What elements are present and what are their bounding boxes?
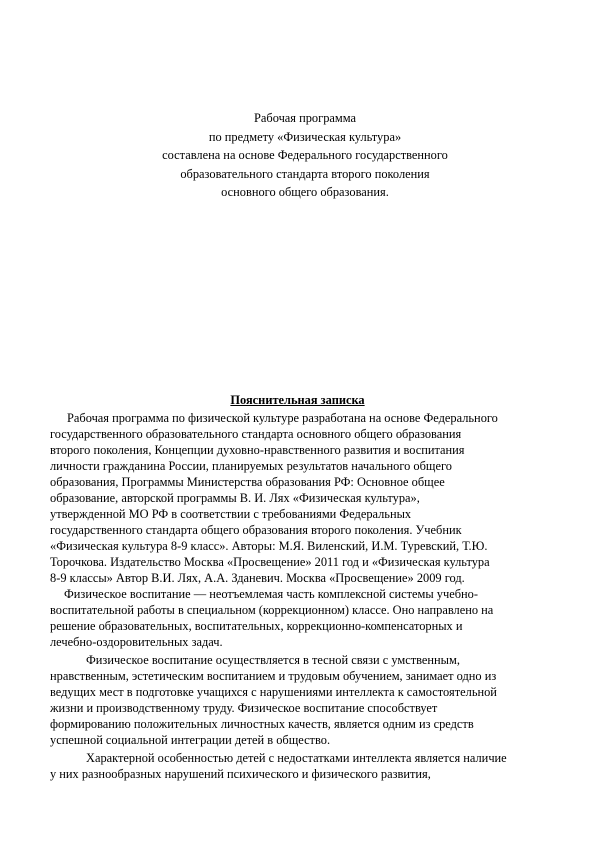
body-line: государственного стандарта общего образования второго поколения. Учебник: [50, 523, 462, 537]
body-line: ведущих мест в подготовке учащихся с нарушениями интеллекта к самостоятельной: [50, 685, 497, 699]
body-line: «Физическая культура 8-9 класс». Авторы: М.Я. Виленский, И.М. Туревский, Т.Ю.: [50, 539, 488, 553]
body-line: жизни и производственному труду. Физическое воспитание способствует: [50, 701, 438, 715]
body-line: Физическое воспитание осуществляется в тесной связи с умственным,: [86, 653, 460, 667]
body-line: у них разнообразных нарушений психического и физического развития,: [50, 767, 431, 781]
explanatory-note-heading: Пояснительная записка: [230, 393, 365, 407]
body-line: успешной социальной интеграции детей в общество.: [50, 733, 331, 747]
body-line: личности гражданина России, планируемых результатов начального общего: [50, 459, 452, 473]
body-line: образования, Программы Министерства образования РФ: Основное общее: [50, 475, 445, 489]
body-line: 8-9 классы» Автор В.И. Лях, А.А. Зданевич. Москва «Просвещение» 2009 год.: [50, 571, 465, 585]
document-title-block: [100, 109, 510, 202]
body-line: решение образовательных, воспитательных, коррекционно-компенсаторных и: [50, 619, 463, 633]
body-line: лечебно-оздоровительных задач.: [50, 635, 223, 649]
body-line: образование, авторской программы В. И. Лях «Физическая культура»,: [50, 491, 420, 505]
body-line: Рабочая программа по физической культуре разработана на основе Федерального: [67, 411, 498, 425]
body-line: второго поколения, Концепции духовно-нравственного развития и воспитания: [50, 443, 465, 457]
body-line: утвержденной МО РФ в соответствии с требованиями Федеральных: [50, 507, 412, 521]
title-line: по предмету «Физическая культура»: [208, 129, 402, 144]
body-line: государственного образовательного стандарта основного общего образования: [50, 427, 462, 441]
body-line: формированию положительных личностных качеств, является одним из средств: [50, 717, 474, 731]
title-line: Рабочая программа: [254, 111, 356, 125]
body-line: Торочкова. Издательство Москва «Просвещение» 2011 год и «Физическая культура: [50, 555, 490, 569]
body-line: воспитательной работы в специальном (коррекционном) классе. Оно направлено на: [50, 603, 494, 617]
body-line: Характерной особенностью детей с недостатками интеллекта является наличие: [86, 751, 507, 765]
body-line: нравственным, эстетическим воспитанием и трудовым обучением, занимает одно из: [50, 669, 497, 683]
title-line: образовательного стандарта второго поколения: [180, 166, 430, 181]
title-line: основного общего образования.: [221, 185, 389, 200]
body-line: Физическое воспитание — неотъемлемая часть комплексной системы учебно-: [64, 587, 478, 601]
title-line: составлена на основе Федерального государственного: [162, 148, 448, 163]
